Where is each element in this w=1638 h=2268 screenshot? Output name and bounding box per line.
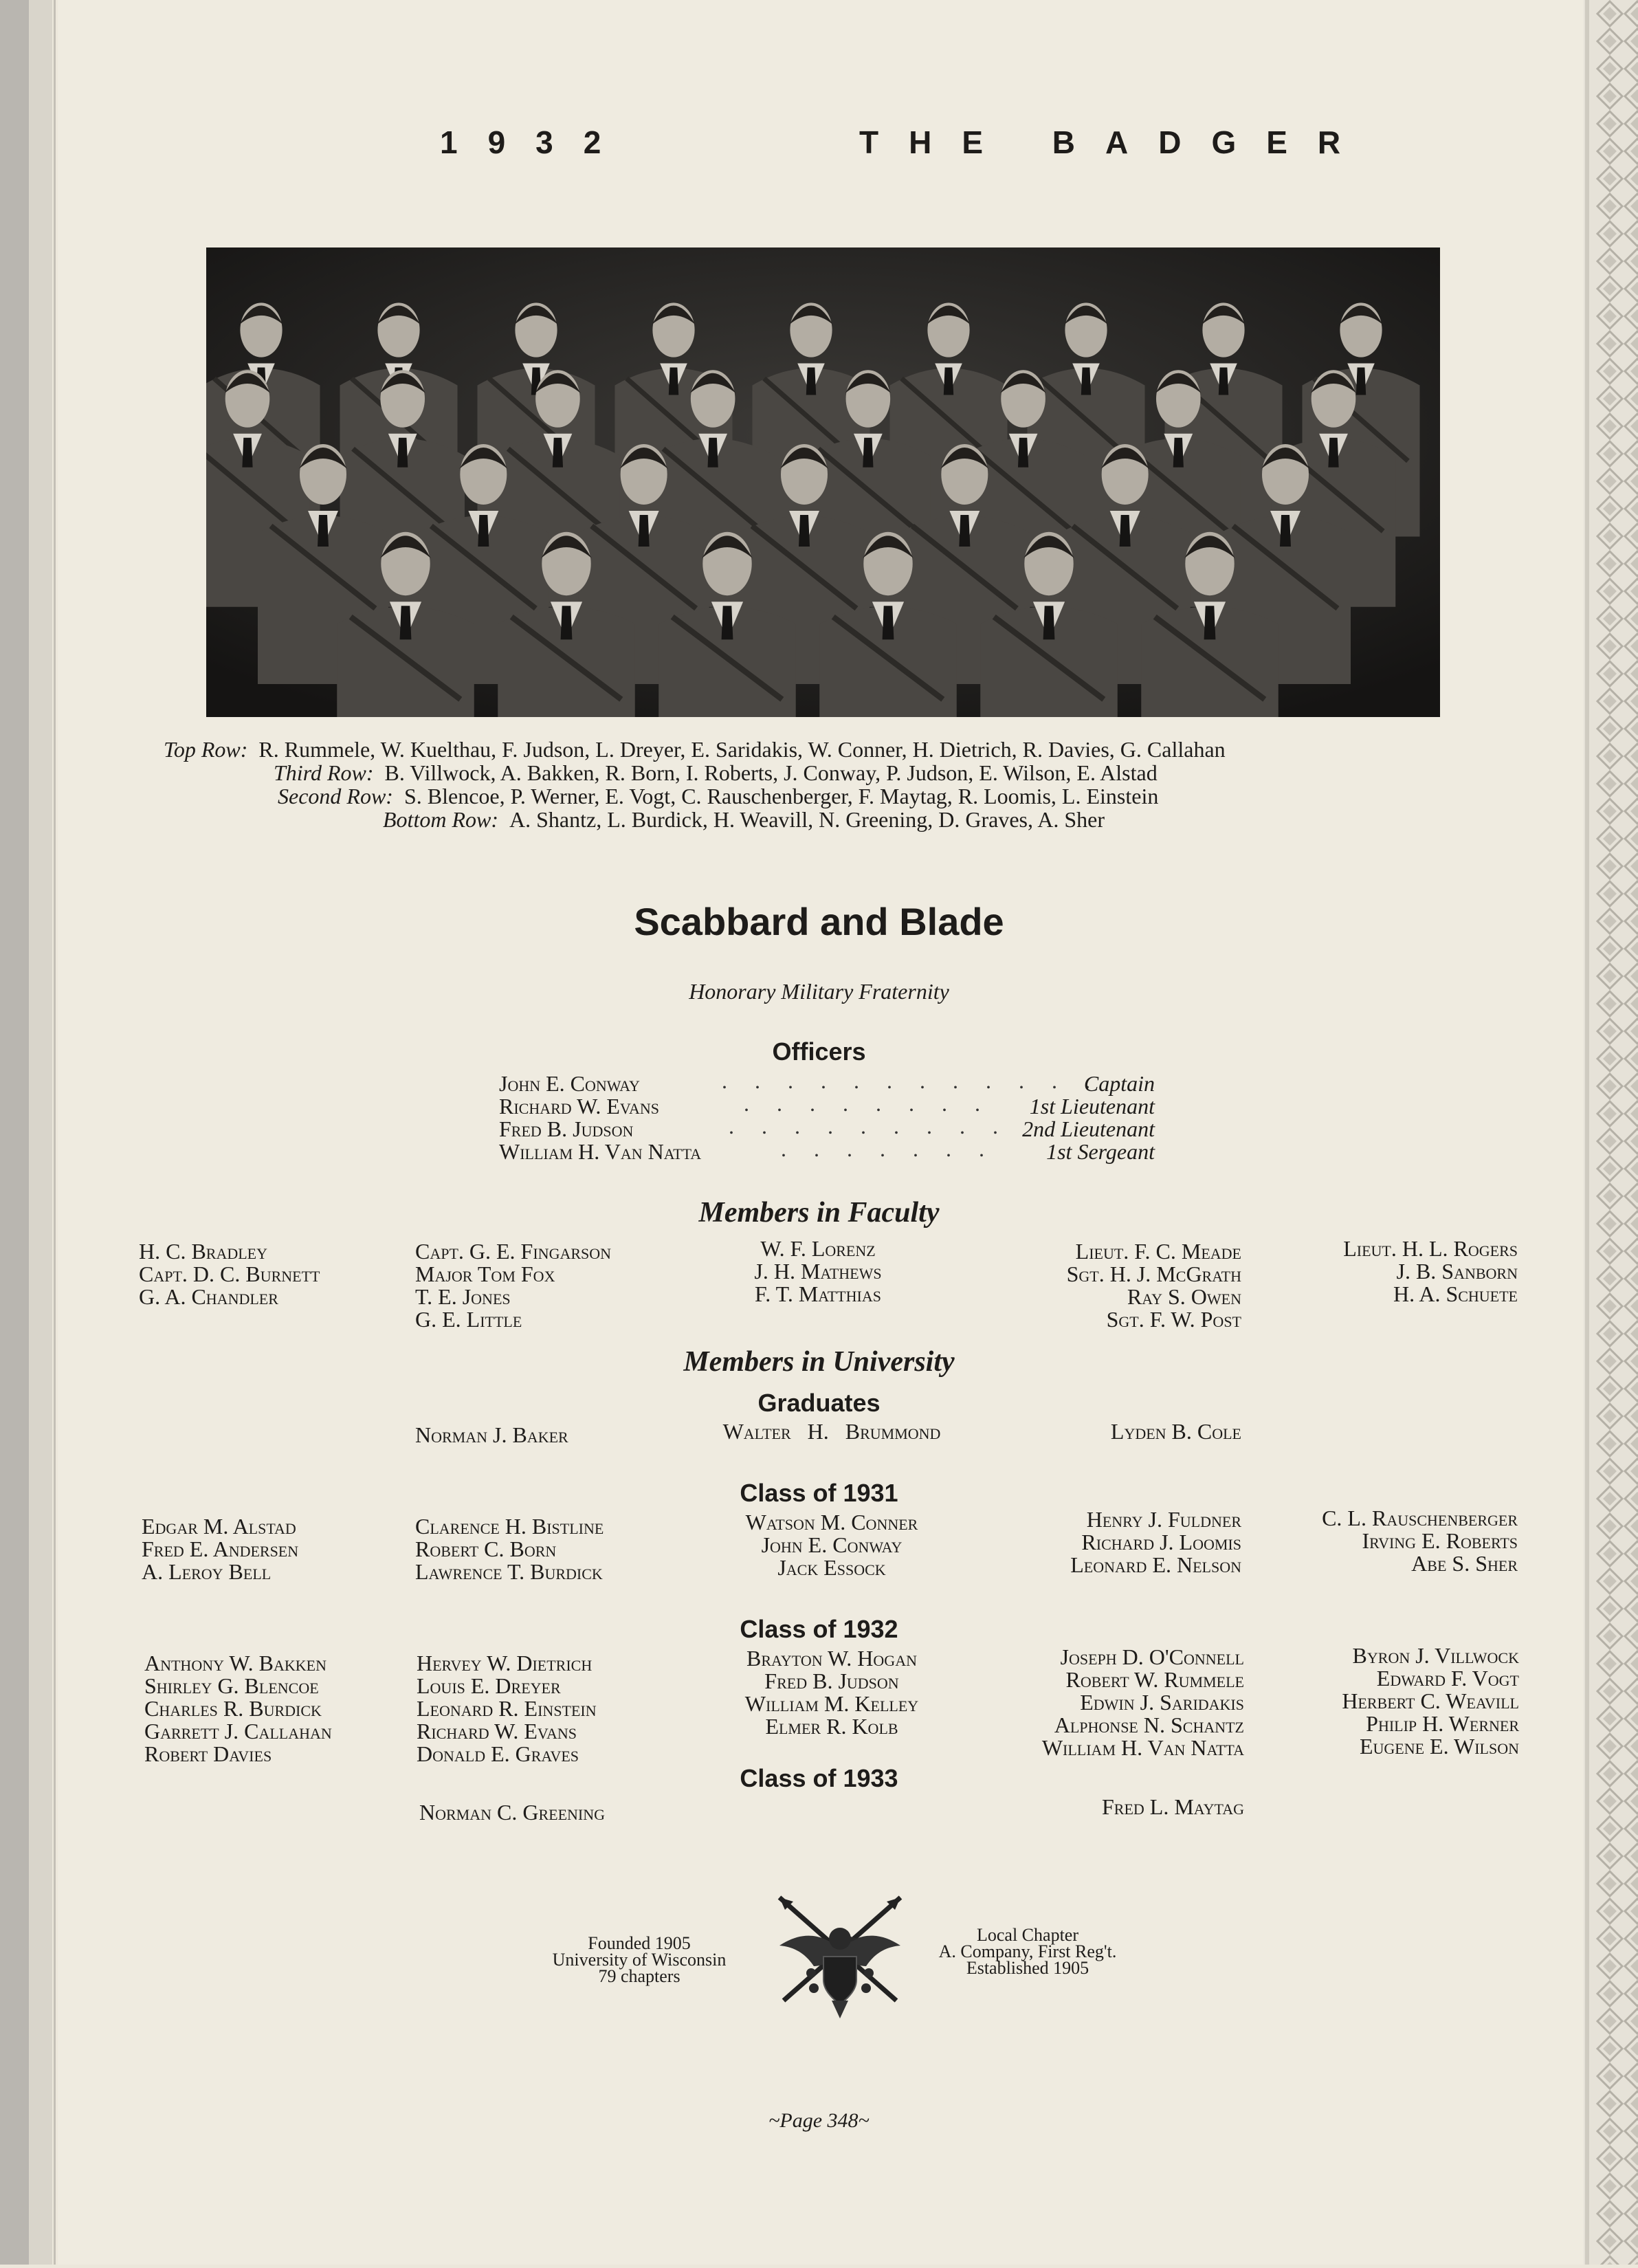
officer-title: Captain bbox=[1083, 1071, 1155, 1096]
class-1932-col-5 bbox=[1237, 1644, 1519, 1758]
member-name: Elmer R. Kolb bbox=[765, 1714, 898, 1739]
class-1931-col-3 bbox=[687, 1511, 976, 1579]
member-name: C. L. Rauschenberger bbox=[1322, 1506, 1518, 1530]
class-1931-col-2 bbox=[415, 1515, 604, 1583]
caption-third-row bbox=[274, 761, 1158, 784]
founded-line: University of Wisconsin bbox=[552, 1950, 727, 1970]
decorative-border bbox=[1584, 0, 1638, 2265]
member-name: J. H. Mathews bbox=[754, 1259, 882, 1284]
member-name: Eugene E. Wilson bbox=[1359, 1734, 1519, 1759]
officer-title: 2nd Lieutenant bbox=[1022, 1116, 1155, 1141]
member-name: Richard W. Evans bbox=[417, 1719, 577, 1743]
member-name: Lawrence T. Burdick bbox=[415, 1559, 603, 1584]
member-name: Watson M. Conner bbox=[745, 1510, 918, 1534]
class-1931-col-5 bbox=[1230, 1507, 1518, 1575]
member-name: H. A. Schuete bbox=[1393, 1281, 1518, 1306]
member-name: Richard J. Loomis bbox=[1081, 1530, 1241, 1554]
member-name: Norman J. Baker bbox=[415, 1422, 568, 1447]
university-heading: Members in University bbox=[683, 1346, 955, 1378]
member-name: Fred B. Judson bbox=[764, 1669, 899, 1693]
member-name: Irving E. Roberts bbox=[1362, 1528, 1518, 1553]
member-name: Hervey W. Dietrich bbox=[417, 1651, 593, 1675]
founded-note bbox=[529, 1935, 749, 1985]
caption-second-label: Second Row: bbox=[278, 784, 393, 808]
leader-dots: . . . . . . . . . . . . bbox=[722, 1068, 1101, 1093]
caption-third-names: B. Villwock, A. Bakken, R. Born, I. Roberts, J. Conway, P. Judson, E. Wilson, E. Alstad bbox=[384, 760, 1158, 785]
class-1932-col-4 bbox=[949, 1646, 1244, 1759]
member-name: A. Leroy Bell bbox=[142, 1559, 272, 1584]
header-year: 1932 bbox=[440, 124, 632, 160]
member-name: Brayton W. Hogan bbox=[746, 1646, 917, 1671]
faculty-col-5 bbox=[1265, 1237, 1518, 1306]
chapter-line: Established 1905 bbox=[966, 1958, 1089, 1978]
member-name: Fred E. Andersen bbox=[142, 1537, 299, 1561]
leader-dots: . . . . . . . . bbox=[744, 1091, 991, 1116]
class-1931-col-4 bbox=[949, 1508, 1241, 1576]
member-name: Robert C. Born bbox=[415, 1537, 557, 1561]
crossed-sabres-eagle-emblem bbox=[766, 1891, 914, 2021]
caption-second-row bbox=[278, 784, 1158, 808]
member-name: J. B. Sanborn bbox=[1396, 1259, 1518, 1284]
member-name: Clarence H. Bistline bbox=[415, 1514, 604, 1539]
member-name: T. E. Jones bbox=[415, 1284, 511, 1309]
chapter-line: Local Chapter bbox=[977, 1925, 1078, 1945]
member-name: Sgt. F. W. Post bbox=[1106, 1307, 1241, 1332]
member-name: Jack Essock bbox=[777, 1555, 886, 1580]
officer-name: Richard W. Evans bbox=[499, 1094, 659, 1119]
member-name: Robert Davies bbox=[144, 1741, 272, 1766]
member-name: William H. Van Natta bbox=[1041, 1735, 1244, 1760]
caption-second-names: S. Blencoe, P. Werner, E. Vogt, C. Rauschenberger, F. Maytag, R. Loomis, L. Einstein bbox=[403, 784, 1159, 808]
binding-line bbox=[54, 0, 56, 2265]
faculty-heading: Members in Faculty bbox=[698, 1197, 940, 1229]
border-line bbox=[1585, 0, 1589, 2265]
founded-line: 79 chapters bbox=[598, 1966, 680, 1986]
member-name: William M. Kelley bbox=[744, 1691, 919, 1716]
graduates-heading: Graduates bbox=[757, 1389, 881, 1417]
class-1931-heading: Class of 1931 bbox=[740, 1479, 898, 1507]
page-title: Scabbard and Blade bbox=[634, 900, 1004, 943]
page-subtitle: Honorary Military Fraternity bbox=[689, 979, 949, 1004]
member-name: F. T. Matthias bbox=[755, 1281, 881, 1306]
binding-shadow bbox=[29, 0, 52, 2265]
officer-name: John E. Conway bbox=[499, 1071, 640, 1096]
member-name: Fred L. Maytag bbox=[1101, 1794, 1244, 1819]
member-name: Walter H. Brummond bbox=[722, 1419, 941, 1444]
member-name: Joseph D. O'Connell bbox=[1060, 1644, 1244, 1669]
officer-title: 1st Sergeant bbox=[1046, 1139, 1155, 1164]
member-name: Capt. G. E. Fingarson bbox=[415, 1239, 612, 1264]
member-name: Herbert C. Weavill bbox=[1342, 1688, 1519, 1713]
member-name: Capt. D. C. Burnett bbox=[139, 1262, 320, 1286]
member-name: Charles R. Burdick bbox=[144, 1696, 322, 1721]
member-name: W. F. Lorenz bbox=[760, 1236, 876, 1261]
member-name: Ray S. Owen bbox=[1127, 1284, 1241, 1309]
member-name: Alphonse N. Schantz bbox=[1054, 1713, 1244, 1737]
officer-title: 1st Lieutenant bbox=[1029, 1094, 1155, 1119]
member-name: Edwin J. Saridakis bbox=[1080, 1690, 1244, 1715]
member-name: Leonard E. Nelson bbox=[1070, 1552, 1241, 1577]
caption-top-label: Top Row: bbox=[164, 737, 248, 762]
member-name: Lyden B. Cole bbox=[1110, 1419, 1241, 1444]
faculty-col-3 bbox=[715, 1237, 921, 1306]
group-photo bbox=[206, 247, 1440, 717]
member-name: Garrett J. Callahan bbox=[144, 1719, 332, 1743]
caption-third-label: Third Row: bbox=[274, 760, 374, 785]
member-name: Henry J. Fuldner bbox=[1086, 1507, 1241, 1532]
member-name: Anthony W. Bakken bbox=[144, 1651, 327, 1675]
class-1932-col-3 bbox=[687, 1647, 976, 1738]
officer-name: William H. Van Natta bbox=[499, 1139, 702, 1164]
caption-bottom-label: Bottom Row: bbox=[383, 807, 498, 832]
member-name: H. C. Bradley bbox=[139, 1239, 268, 1264]
member-name: Norman C. Greening bbox=[419, 1800, 606, 1825]
member-name: John E. Conway bbox=[761, 1532, 903, 1557]
member-name: Sgt. H. J. McGrath bbox=[1066, 1262, 1241, 1286]
header-title: THE BADGER bbox=[859, 124, 1371, 160]
member-name: Abe S. Sher bbox=[1411, 1551, 1518, 1576]
officer-name: Fred B. Judson bbox=[499, 1116, 634, 1141]
faculty-col-4 bbox=[949, 1240, 1241, 1331]
leader-dots: . . . . . . . bbox=[781, 1136, 995, 1161]
member-name: G. E. Little bbox=[415, 1307, 522, 1332]
faculty-col-2 bbox=[415, 1240, 611, 1331]
page-number: ~Page 348~ bbox=[768, 2109, 870, 2132]
caption-top-row bbox=[164, 738, 1226, 761]
diamond-border-pattern bbox=[1584, 0, 1638, 2265]
binding-strip bbox=[0, 0, 29, 2265]
member-name: G. A. Chandler bbox=[139, 1284, 278, 1309]
member-name: Donald E. Graves bbox=[417, 1741, 579, 1766]
class-1931-col-1 bbox=[142, 1515, 298, 1583]
faculty-col-1 bbox=[139, 1240, 320, 1308]
local-chapter-note bbox=[900, 1927, 1155, 1977]
caption-bottom-names: A. Shantz, L. Burdick, H. Weavill, N. Greening, D. Graves, A. Sher bbox=[509, 807, 1105, 832]
member-name: Leonard R. Einstein bbox=[417, 1696, 597, 1721]
leader-dots: . . . . . . . . . bbox=[729, 1114, 1009, 1138]
chapter-line: A. Company, First Reg't. bbox=[938, 1941, 1117, 1961]
member-name: Edgar M. Alstad bbox=[142, 1514, 296, 1539]
class-1932-col-1 bbox=[144, 1652, 332, 1765]
caption-top-names: R. Rummele, W. Kuelthau, F. Judson, L. Dreyer, E. Saridakis, W. Conner, H. Dietrich, R. Davies, G. Callahan bbox=[258, 737, 1226, 762]
member-name: Edward F. Vogt bbox=[1376, 1666, 1519, 1691]
member-name: Shirley G. Blencoe bbox=[144, 1673, 319, 1698]
class-1933-heading: Class of 1933 bbox=[740, 1764, 898, 1792]
member-name: Byron J. Villwock bbox=[1352, 1643, 1519, 1668]
class-1932-col-2 bbox=[417, 1652, 597, 1765]
member-name: Louis E. Dreyer bbox=[417, 1673, 561, 1698]
member-name: Major Tom Fox bbox=[415, 1262, 555, 1286]
class-1932-heading: Class of 1932 bbox=[740, 1615, 898, 1643]
founded-line: Founded 1905 bbox=[588, 1933, 691, 1953]
member-name: Lieut. H. L. Rogers bbox=[1343, 1236, 1518, 1261]
member-name: Robert W. Rummele bbox=[1065, 1667, 1244, 1692]
caption-bottom-row bbox=[383, 808, 1105, 831]
officers-heading: Officers bbox=[772, 1037, 866, 1066]
member-name: Philip H. Werner bbox=[1366, 1711, 1519, 1736]
member-name: Lieut. F. C. Meade bbox=[1075, 1239, 1241, 1264]
